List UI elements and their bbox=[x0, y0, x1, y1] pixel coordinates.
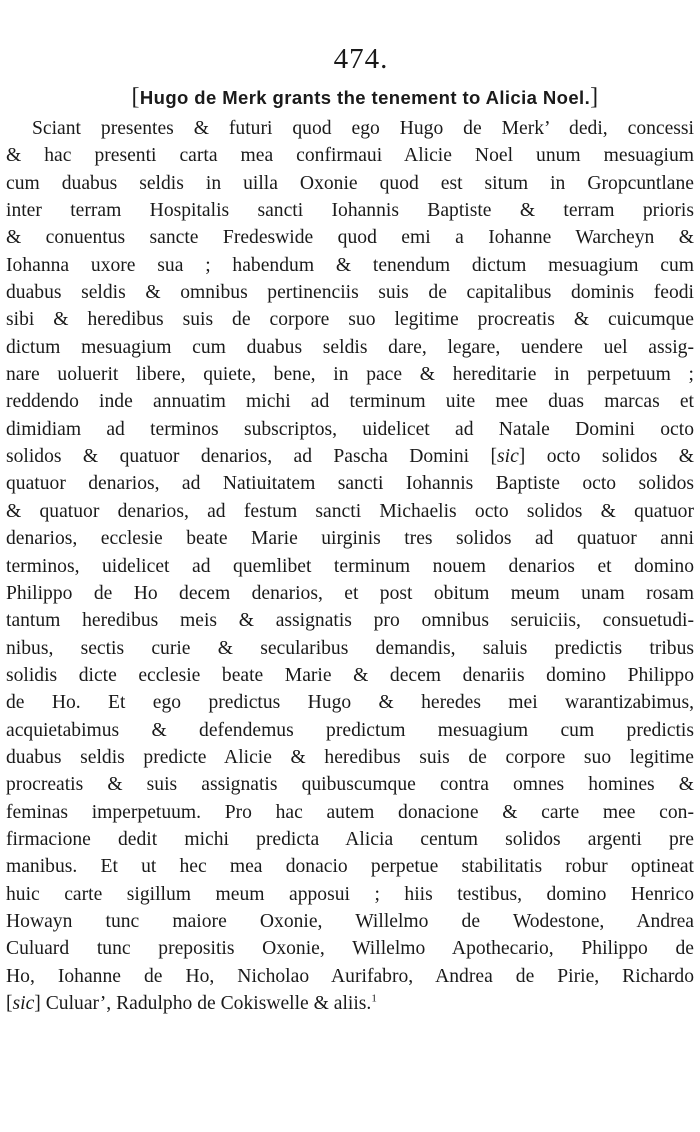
heading-open-bracket: [ bbox=[131, 84, 140, 110]
text-line: reddendo inde annuatim michi ad terminum uite mee duas marcas et bbox=[6, 391, 694, 413]
text-line: duabus seldis & omnibus pertinenciis suis de capitalibus dominis feodi bbox=[6, 282, 694, 304]
text-line: & hac presenti carta mea confirmaui Alicie Noel unum mesuagium bbox=[6, 145, 694, 167]
document-page bbox=[6, 40, 694, 1017]
heading-close-bracket: ] bbox=[590, 84, 599, 110]
text-segment: [ bbox=[6, 993, 13, 1014]
text-line: de Ho. Et ego predictus Hugo & heredes mei warantizabimus, bbox=[6, 692, 694, 714]
text-line: solidis dicte ecclesie beate Marie & decem denariis domino Philippo bbox=[6, 664, 694, 686]
text-line: Sciant presentes & futuri quod ego Hugo de Merk’ dedi, concessi bbox=[32, 118, 694, 139]
text-line: duabus seldis predicte Alicie & heredibus suis de corpore suo legitime bbox=[6, 746, 694, 768]
text-line: terminos, uidelicet ad quemlibet terminum nouem denarios et domino bbox=[6, 555, 694, 577]
text-line: dimidiam ad terminos subscriptos, uidelicet ad Natale Domini octo bbox=[6, 418, 694, 440]
text-line: quatuor denarios, ad Natiuitatem sancti Iohannis Baptiste octo solidos bbox=[6, 473, 694, 495]
text-line: tantum heredibus meis & assignatis pro omnibus seruiciis, consuetudi- bbox=[6, 610, 694, 632]
text-line: Philippo de Ho decem denarios, et post obitum meum unam rosam bbox=[6, 582, 694, 604]
text-line: Ho, Iohanne de Ho, Nicholao Aurifabro, Andrea de Pirie, Richardo bbox=[6, 965, 694, 987]
sic-annotation: sic bbox=[497, 446, 519, 468]
text-segment: ] Culuar’, Radulpho de Cokiswelle & aliis. bbox=[34, 993, 372, 1014]
text-line: & quatuor denarios, ad festum sancti Michaelis octo solidos & quatuor bbox=[6, 500, 694, 522]
charter-heading bbox=[6, 84, 694, 111]
text-line: Iohanna uxore sua ; habendum & tenendum dictum mesuagium cum bbox=[6, 254, 694, 276]
text-segment: solidos & quatuor denarios, ad Pascha Domini [ bbox=[6, 446, 497, 468]
text-line: feminas imperpetuum. Pro hac autem donacione & carte mee con- bbox=[6, 801, 694, 823]
text-line: nibus, sectis curie & secularibus demandis, saluis predictis tribus bbox=[6, 637, 694, 659]
text-segment: ] octo solidos & bbox=[518, 446, 694, 468]
text-line: sibi & heredibus suis de corpore suo legitime procreatis & cuicumque bbox=[6, 309, 694, 331]
text-line: inter terram Hospitalis sancti Iohannis Baptiste & terram prioris bbox=[6, 200, 694, 222]
charter-text bbox=[6, 115, 694, 1017]
page-number: 474. bbox=[333, 43, 389, 75]
text-line: denarios, ecclesie beate Marie uirginis tres solidos ad quatuor anni bbox=[6, 528, 694, 550]
text-line: dictum mesuagium cum duabus seldis dare, legare, uendere uel assig- bbox=[6, 336, 694, 358]
sic-annotation: sic bbox=[12, 993, 35, 1014]
text-line: firmacione dedit michi predicta Alicia centum solidos argenti pre bbox=[6, 828, 694, 850]
text-line: acquietabimus & defendemus predictum mesuagium cum predictis bbox=[6, 719, 694, 741]
text-line: procreatis & suis assignatis quibuscumque contra omnes homines & bbox=[6, 774, 694, 796]
text-line: huic carte sigillum meum apposui ; hiis testibus, domino Henrico bbox=[6, 883, 694, 905]
text-line: nare uoluerit libere, quiete, bene, in pace & hereditarie in perpetuum ; bbox=[6, 364, 694, 386]
text-line-last bbox=[6, 990, 694, 1017]
footnote-marker: 1 bbox=[371, 992, 377, 1005]
text-line: & conuentus sancte Fredeswide quod emi a Iohanne Warcheyn & bbox=[6, 227, 694, 249]
text-line: Culuard tunc prepositis Oxonie, Willelmo Apothecario, Philippo de bbox=[6, 938, 694, 960]
text-line-with-sic bbox=[6, 443, 694, 470]
heading-text: Hugo de Merk grants the tenement to Alicia Noel. bbox=[139, 87, 591, 108]
text-line: manibus. Et ut hec mea donacio perpetue stabilitatis robur optineat bbox=[6, 856, 694, 878]
text-line: Howayn tunc maiore Oxonie, Willelmo de Wodestone, Andrea bbox=[6, 910, 694, 932]
text-line: cum duabus seldis in uilla Oxonie quod est situm in Gropcuntlane bbox=[6, 172, 694, 194]
